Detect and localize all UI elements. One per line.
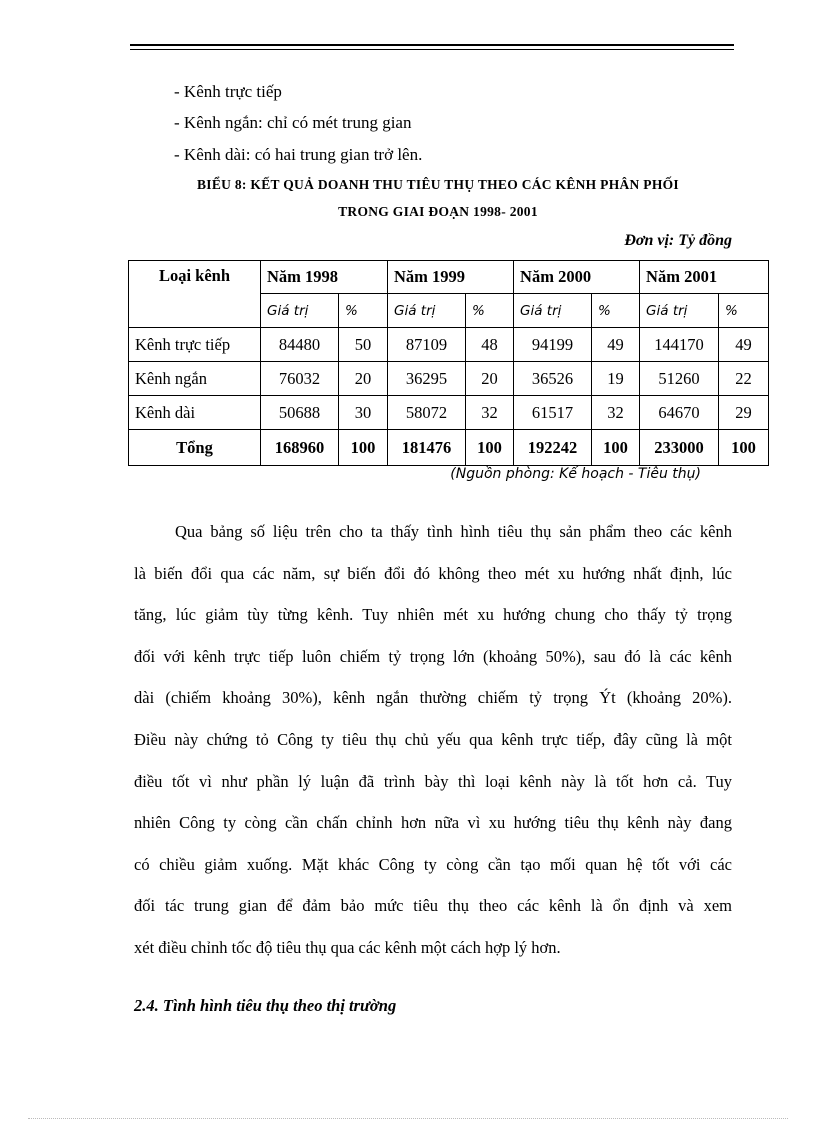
total-value: 233000 xyxy=(640,430,719,466)
cell-percent: 20 xyxy=(339,362,388,396)
subheader-value: Giá trị xyxy=(514,294,592,328)
header-rule xyxy=(130,44,734,46)
header-channel-type: Loại kênh xyxy=(129,261,261,328)
table-header-row xyxy=(129,261,769,294)
cell-percent: 50 xyxy=(339,328,388,362)
subheader-percent: % xyxy=(719,294,769,328)
paragraph-line: dài (chiếm khoảng 30%), kênh ngắn thường chiếm tỷ trọng Ýt (khoảng 20%). xyxy=(134,688,732,708)
header-year-1999: Năm 1999 xyxy=(388,261,514,294)
source-note: (Nguồn phòng: Kế hoạch - Tiêu thụ) xyxy=(450,466,701,482)
total-value: 192242 xyxy=(514,430,592,466)
subheader-value: Giá trị xyxy=(640,294,719,328)
paragraph-line: Qua bảng số liệu trên cho ta thấy tình hình tiêu thụ sản phẩm theo các kênh xyxy=(175,522,732,541)
paragraph-line: đối với kênh trực tiếp luôn chiếm tỷ trọng lớn (khoảng 50%), sau đó là các kênh xyxy=(134,646,732,666)
cell-value: 61517 xyxy=(514,396,592,430)
total-percent: 100 xyxy=(719,430,769,466)
table-row xyxy=(129,396,769,430)
paragraph-line: đối tác trung gian để đảm bảo mức tiêu thụ theo các kênh là ổn định và xem xyxy=(134,896,732,916)
total-value: 181476 xyxy=(388,430,466,466)
total-percent: 100 xyxy=(466,430,514,466)
cell-percent: 29 xyxy=(719,396,769,430)
bullet-long-channel: - Kênh dài: có hai trung gian trở lên. xyxy=(174,145,423,164)
footer-rule xyxy=(28,1118,788,1119)
body-paragraph xyxy=(134,511,732,969)
total-percent: 100 xyxy=(592,430,640,466)
table-total-row xyxy=(129,430,769,466)
header-year-2001: Năm 2001 xyxy=(640,261,769,294)
cell-percent: 32 xyxy=(466,396,514,430)
row-label: Kênh trực tiếp xyxy=(129,328,261,362)
subheader-value: Giá trị xyxy=(388,294,466,328)
table-row xyxy=(129,328,769,362)
cell-value: 87109 xyxy=(388,328,466,362)
cell-percent: 49 xyxy=(719,328,769,362)
cell-percent: 48 xyxy=(466,328,514,362)
row-label: Kênh ngắn xyxy=(129,362,261,396)
subheader-percent: % xyxy=(466,294,514,328)
table-title-line1: BIỂU 8: KẾT QUẢ DOANH THU TIÊU THỤ THEO CÁC KÊNH PHÂN PHỐI xyxy=(197,177,679,192)
paragraph-line: có chiều giảm xuống. Mặt khác Công ty còng cần tạo mối quan hệ tốt với các xyxy=(134,854,732,874)
cell-value: 58072 xyxy=(388,396,466,430)
total-value: 168960 xyxy=(261,430,339,466)
header-year-1998: Năm 1998 xyxy=(261,261,388,294)
paragraph-line: điều tốt vì như phần lý luận đã trình bày thì loại kênh này là tốt hơn cả. Tuy xyxy=(134,771,732,791)
bullet-short-channel: - Kênh ngắn: chỉ có mét trung gian xyxy=(174,113,412,132)
table-title-line2: TRONG GIAI ĐOẠN 1998- 2001 xyxy=(338,204,538,219)
row-label: Kênh dài xyxy=(129,396,261,430)
subheader-value: Giá trị xyxy=(261,294,339,328)
subheader-percent: % xyxy=(592,294,640,328)
total-percent: 100 xyxy=(339,430,388,466)
cell-percent: 19 xyxy=(592,362,640,396)
header-year-2000: Năm 2000 xyxy=(514,261,640,294)
bullet-direct-channel: - Kênh trực tiếp xyxy=(174,82,282,101)
cell-value: 76032 xyxy=(261,362,339,396)
header-rule-thin xyxy=(130,49,734,50)
total-label: Tổng xyxy=(129,430,261,466)
paragraph-line: xét điều chỉnh tốc độ tiêu thụ qua các kênh một cách hợp lý hơn. xyxy=(134,937,561,957)
paragraph-line: là biến đổi qua các năm, sự biến đổi đó không theo mét xu hướng nhất định, lúc xyxy=(134,563,732,583)
cell-percent: 32 xyxy=(592,396,640,430)
cell-value: 94199 xyxy=(514,328,592,362)
revenue-table xyxy=(128,260,769,466)
cell-value: 64670 xyxy=(640,396,719,430)
cell-value: 84480 xyxy=(261,328,339,362)
cell-value: 51260 xyxy=(640,362,719,396)
cell-value: 50688 xyxy=(261,396,339,430)
subheader-percent: % xyxy=(339,294,388,328)
section-heading: 2.4. Tình hình tiêu thụ theo thị trường xyxy=(134,996,397,1015)
cell-value: 36526 xyxy=(514,362,592,396)
table-row xyxy=(129,362,769,396)
cell-percent: 20 xyxy=(466,362,514,396)
unit-label: Đơn vị: Tỷ đồng xyxy=(624,232,732,249)
cell-percent: 30 xyxy=(339,396,388,430)
cell-value: 36295 xyxy=(388,362,466,396)
cell-percent: 22 xyxy=(719,362,769,396)
paragraph-line: tăng, lúc giảm tùy từng kênh. Tuy nhiên mét xu hướng chung cho thấy tỷ trọng xyxy=(134,605,732,625)
cell-value: 144170 xyxy=(640,328,719,362)
paragraph-line: Điều này chứng tỏ Công ty tiêu thụ chủ yếu qua kênh trực tiếp, đây cũng là một xyxy=(134,729,732,749)
paragraph-line: nhiên Công ty còng cần chấn chỉnh hơn nữa vì xu hướng tiêu thụ kênh này đang xyxy=(134,813,732,833)
cell-percent: 49 xyxy=(592,328,640,362)
